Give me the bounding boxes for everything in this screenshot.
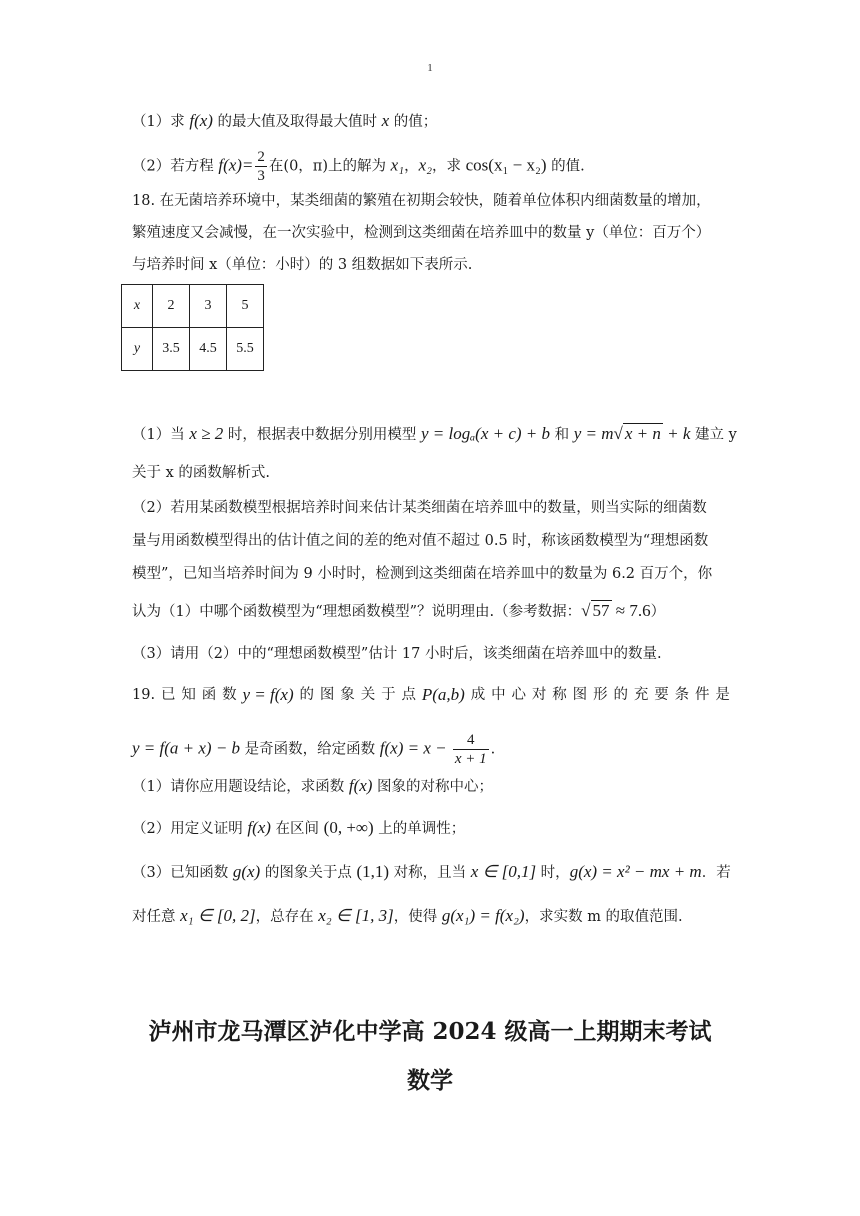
table-cell: 5.5 bbox=[227, 328, 264, 371]
q19-l1-token: 充 bbox=[633, 687, 649, 703]
q19-l1-token: 称 bbox=[552, 687, 567, 703]
q17-equation: f(x)= bbox=[218, 155, 254, 175]
q19-l1-token: 函 bbox=[201, 687, 217, 703]
q19-l1-token: 件 bbox=[695, 687, 710, 703]
q19-l1-token: 已 bbox=[160, 687, 176, 703]
q17-ask: ，求 bbox=[432, 158, 466, 175]
table-row-y bbox=[122, 328, 264, 371]
q17-part1-post: 的值； bbox=[389, 114, 438, 130]
q17-end: 的值. bbox=[546, 158, 585, 175]
exam-title: 泸州市龙马潭区泸化中学高 2024 级高一上期期末考试 bbox=[148, 1018, 712, 1045]
q19-l1-token: 要 bbox=[654, 687, 669, 703]
q18-p1-pre: （1）当 bbox=[132, 427, 190, 443]
q18-model2-pre: y = m bbox=[573, 424, 614, 443]
q19-p3-a: 的图象关于点 bbox=[260, 865, 357, 881]
q18-p1-mid: 时，根据表中数据分别用模型 bbox=[223, 427, 421, 443]
q19-p2-mid: 在区间 bbox=[270, 821, 324, 837]
q18-part2-line2: 量与用函数模型得出的估计值之间的差的绝对值不超过 0.5 时，称该函数模型为“理想函数 bbox=[132, 533, 709, 549]
q19-part1 bbox=[132, 775, 730, 798]
q19-p3-l2-a: 对任意 bbox=[132, 909, 181, 925]
q18-line1: 18. 在无菌培养环境中，某类细菌的繁殖在初期会较快，随着单位体积内细菌数量的增加， bbox=[132, 193, 711, 209]
table-cell: 4.5 bbox=[190, 328, 227, 371]
q19-p2-pre: （2）用定义证明 bbox=[132, 821, 248, 837]
q18-line2: 繁殖速度又会减慢，在一次实验中，检测到这类细菌在培养皿中的数量 y（单位：百万个） bbox=[132, 225, 711, 241]
q19-p3-l2-c: ，使得 bbox=[393, 909, 442, 925]
q18-p1-and: 和 bbox=[550, 427, 574, 443]
q18-approx: ≈ 7.6 bbox=[611, 601, 651, 620]
q19-l2-mid: 是奇函数，给定函数 bbox=[240, 741, 380, 758]
q17-fraction bbox=[255, 148, 267, 185]
q18-p2-line4-end: ） bbox=[650, 604, 666, 620]
q19-frac-num: 4 bbox=[453, 731, 489, 750]
q18-sqrt-value: 57 bbox=[592, 601, 610, 620]
q17-part2 bbox=[132, 148, 730, 185]
q17-frac-num: 2 bbox=[257, 149, 265, 165]
q19-frac-den: x + 1 bbox=[454, 751, 487, 767]
q19-l1-token: y = f(x) bbox=[242, 685, 294, 704]
q19-equation: g(x₁) = f(x₂) bbox=[441, 906, 525, 925]
q19-p3-pre: （3）已知函数 bbox=[132, 865, 233, 881]
q19-l1-token: 知 bbox=[181, 687, 196, 703]
q18-line3: 与培养时间 x（单位：小时）的 3 组数据如下表所示. bbox=[132, 257, 473, 273]
q18-part2-line3: 模型”，已知当培养时间为 9 小时时，检测到这类细菌在培养皿中的数量为 6.2 百万个，你 bbox=[132, 566, 713, 582]
q17-part2-text: （2）若方程 bbox=[132, 158, 219, 175]
q19-gx: g(x) bbox=[232, 862, 261, 881]
q17-part1 bbox=[132, 110, 730, 133]
subject-title: 数学 bbox=[407, 1067, 453, 1094]
q19-p2-end: 上的单调性； bbox=[373, 821, 466, 837]
q17-x2: x₂ bbox=[418, 155, 433, 175]
q17-frac-den: 3 bbox=[257, 168, 265, 184]
q19-l1-token: 形 bbox=[593, 687, 608, 703]
q19-part3-line2 bbox=[132, 905, 730, 928]
q18-p1-end: 建立 y bbox=[690, 427, 737, 443]
table-cell: 3 bbox=[190, 285, 227, 328]
q19-l1-token: 是 bbox=[715, 687, 730, 703]
q19-p1-pre: （1）请你应用题设结论，求函数 bbox=[132, 779, 349, 795]
q19-l1-token: 点 bbox=[401, 687, 416, 703]
q18-part1-line1: （1）当 x ≥ 2 时，根据表中数据分别用模型 y = logₐ(x + c) + b 和 y = m√ x + n + k 建立 y bbox=[132, 424, 737, 443]
q19-p1-fx: f(x) bbox=[348, 776, 373, 795]
q18-part3: （3）请用（2）中的“理想函数模型”估计 17 小时后，该类细菌在培养皿中的数量. bbox=[132, 646, 662, 662]
q18-p1-cond: x ≥ 2 bbox=[189, 424, 224, 443]
q19-p2-fx: f(x) bbox=[247, 818, 271, 837]
q19-p3-b: 对称，且当 bbox=[389, 865, 471, 881]
q19-l1-token: 的 bbox=[299, 687, 315, 703]
q19-part2 bbox=[132, 817, 730, 840]
q19-l2-end: . bbox=[490, 741, 496, 758]
data-table bbox=[121, 284, 264, 371]
q17-x1: x₁ bbox=[390, 155, 405, 175]
q18-part2-line1: （2）若用某函数模型根据培养时间来估计某类细菌在培养皿中的数量，则当实际的细菌数 bbox=[132, 500, 707, 516]
q17-part1-mid: 的最大值及取得最大值时 bbox=[212, 114, 382, 130]
q19-l1-token: 关 bbox=[360, 687, 376, 703]
q19-line1 bbox=[132, 684, 730, 706]
q18-part2-line4: 认为（1）中哪个函数模型为“理想函数模型”？说明理由.（参考数据：√ 57 ≈ 7.6） bbox=[132, 601, 666, 620]
q18-model1: y = logₐ(x + c) + b bbox=[420, 424, 551, 443]
q19-l1-token: 图 bbox=[319, 687, 335, 703]
q17-cos-expr: cos(x₁ − x₂) bbox=[465, 155, 547, 175]
q19-fx: f(x) = x − bbox=[379, 738, 451, 758]
q19-part3-line1 bbox=[132, 861, 730, 884]
q19-fraction bbox=[453, 731, 489, 768]
q19-p3-c: 时， bbox=[536, 865, 570, 881]
q19-g-expr: g(x) = x² − mx + m bbox=[569, 862, 702, 881]
table-row-x bbox=[122, 285, 264, 328]
q18-model2-post: + k bbox=[662, 424, 691, 443]
table-cell: 2 bbox=[153, 285, 190, 328]
q19-l1-token: 心 bbox=[511, 687, 526, 703]
q19-l1-token: 图 bbox=[572, 687, 588, 703]
q19-l1-token: P(a,b) bbox=[421, 685, 465, 704]
q19-x1-range: x₁ ∈ [0, 2] bbox=[180, 906, 256, 925]
q17-x: x bbox=[381, 111, 390, 130]
q17-comma: ， bbox=[404, 158, 419, 175]
table-cell: 3.5 bbox=[153, 328, 190, 371]
q17-fx: f(x) bbox=[189, 111, 213, 130]
table-header-x: x bbox=[122, 285, 153, 328]
q19-l1-token: 数 bbox=[222, 687, 237, 703]
q19-p3-l2-b: ，总存在 bbox=[255, 909, 319, 925]
q19-p1-end: 图象的对称中心； bbox=[372, 779, 494, 795]
q19-interval: (0, +∞) bbox=[323, 818, 374, 837]
q19-l1-token: 对 bbox=[531, 687, 547, 703]
q19-point: (1,1) bbox=[356, 862, 390, 881]
q19-l1-token: 于 bbox=[381, 687, 396, 703]
q19-l1-token: 成 bbox=[470, 687, 486, 703]
q19-l1-token: 的 bbox=[613, 687, 628, 703]
q19-l1-token: 象 bbox=[340, 687, 355, 703]
page-number: 1 bbox=[427, 62, 433, 74]
q18-part1-line2: 关于 x 的函数解析式. bbox=[132, 465, 271, 481]
q17-part1-text: （1）求 bbox=[132, 114, 190, 130]
q19-line2 bbox=[132, 731, 730, 768]
q17-interval: 在(0，π)上的解为 bbox=[268, 158, 391, 175]
q19-l1-token: 19. bbox=[132, 687, 156, 703]
q18-p2-line4-pre: 认为（1）中哪个函数模型为“理想函数模型”？说明理由.（参考数据： bbox=[132, 604, 582, 620]
table-cell: 5 bbox=[227, 285, 264, 328]
q19-expr: y = f(a + x) − b bbox=[132, 738, 241, 758]
q19-p3-d: ．若 bbox=[701, 865, 731, 881]
q19-p3-l2-d: ，求实数 m 的取值范围. bbox=[524, 909, 683, 925]
q19-l1-token: 条 bbox=[674, 687, 690, 703]
q18-model2-radicand: x + n bbox=[624, 424, 661, 443]
q19-cond: x ∈ [0,1] bbox=[470, 862, 537, 881]
q19-x2-range: x₂ ∈ [1, 3] bbox=[318, 906, 394, 925]
q19-l1-token: 中 bbox=[491, 687, 506, 703]
table-header-y: y bbox=[122, 328, 153, 371]
